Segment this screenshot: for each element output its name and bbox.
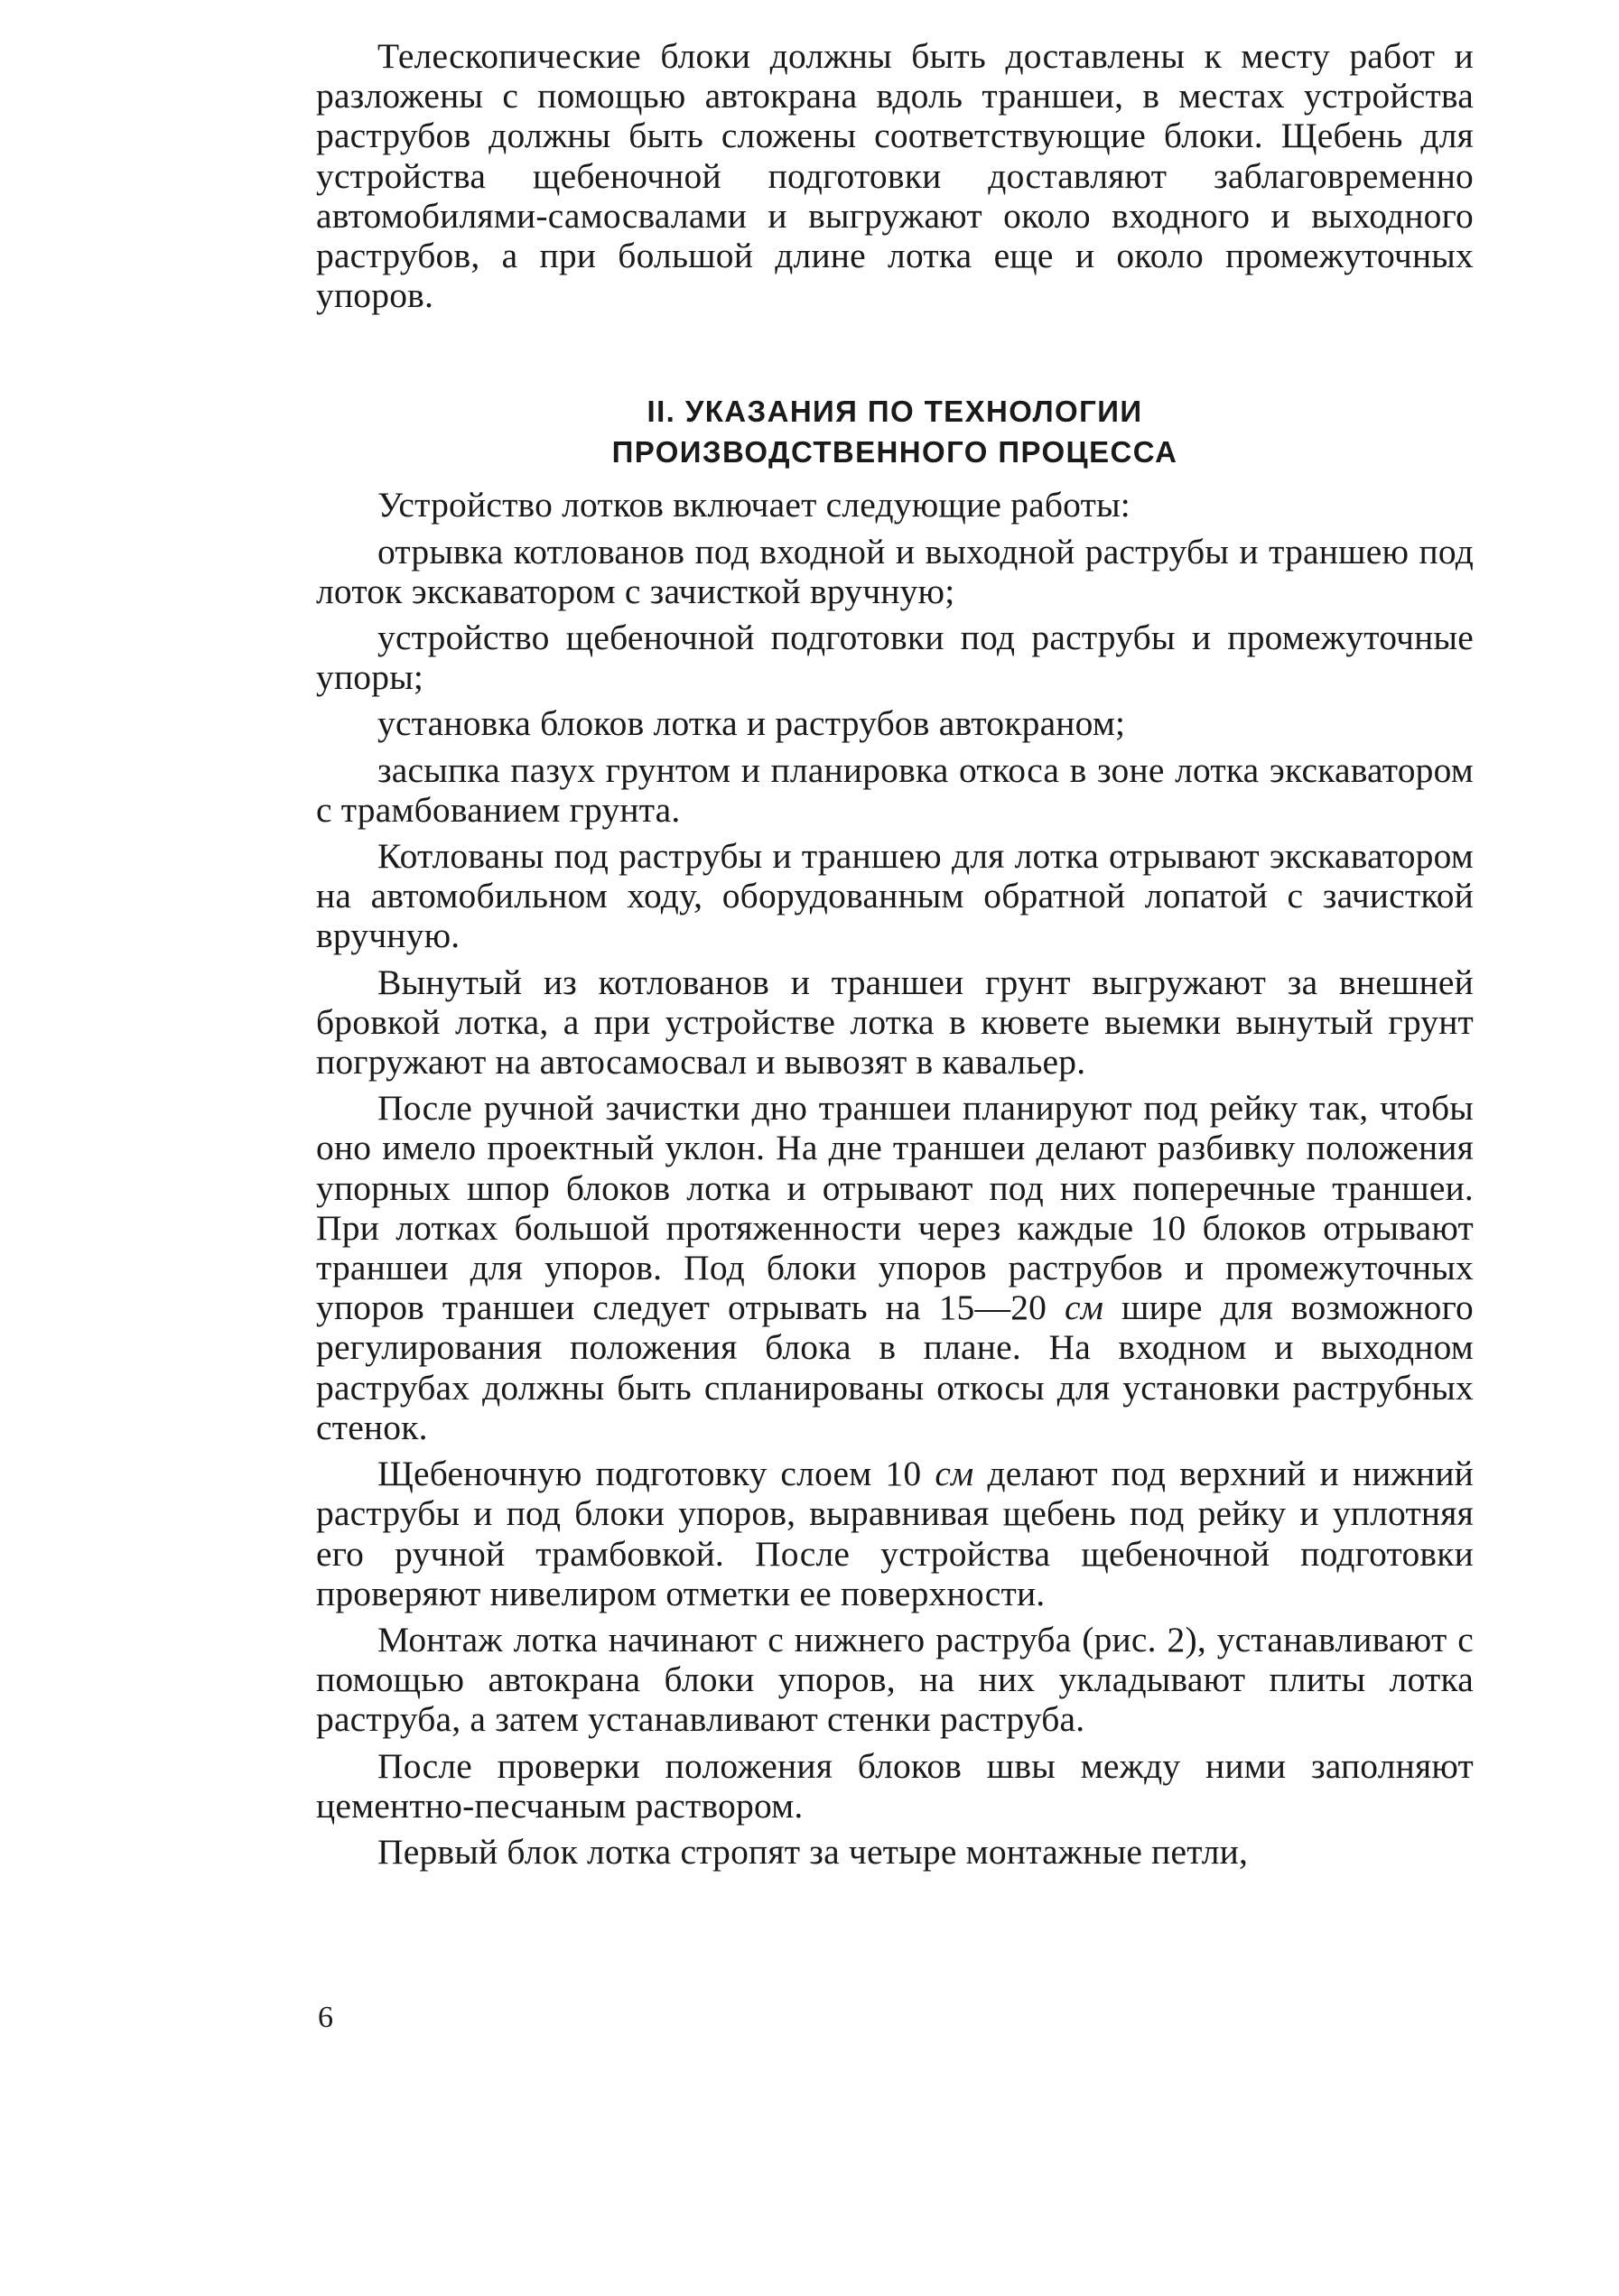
document-page [316,36,1474,1878]
work-item: засыпка пазух грунтом и планировка откоса в зоне лотка экскаватором с трамбованием грунта. [316,749,1474,830]
paragraph-text: После ручной зачистки дно траншеи планируют под рейку так, чтобы оно имело проектный уклон. На дне траншеи делают разбивку положения упорных шпор блоков лотка и отрывают под них поперечные траншеи. При лотках большой протяженности через каждые 10 блоков отрывают траншеи для упоров. Под блоки упоров раструбов и промежуточных упоров траншеи следует отрывать на 15—20 [316,1088,1474,1328]
intro-paragraph: Телескопические блоки должны быть доставлены к месту работ и разложены с помощью автокрана вдоль траншеи, в местах устройства раструбов должны быть сложены соответствующие блоки. Щебень для устройства щебеночной подготовки доставляют заблаговременно автомобилями-самосвалами и выгружают около входного и выходного раструбов, а при большой длине лотка еще и около промежуточных упоров. [316,36,1474,316]
paragraph-gravel-base [316,1454,1474,1613]
unit-label: см [1064,1287,1104,1328]
paragraph-excavation: Котлованы под раструбы и траншею для лотка отрывают экскаватором на автомобильном ходу, оборудованным обратной лопатой с зачисткой вручную. [316,836,1474,956]
unit-label: см [935,1454,974,1494]
section-heading-line-1: II. УКАЗАНИЯ ПО ТЕХНОЛОГИИ [647,395,1143,429]
paragraph-installation: Монтаж лотка начинают с нижнего раструба (рис. 2), устанавливают с помощью автокрана блоки упоров, на них укладывают плиты лотка раструба, а затем устанавливают стенки раструба. [316,1619,1474,1740]
work-list-intro: Устройство лотков включает следующие работы: [377,485,1131,525]
paragraph-soil-removal: Вынутый из котлованов и траншеи грунт выгружают за внешней бровкой лотка, а при устройстве лотка в кювете выемки вынутый грунт погружают на автосамосвал и вывозят в кавальер. [316,962,1474,1083]
section-heading [316,391,1474,472]
paragraph-first-block: Первый блок лотка стропят за четыре монтажные петли, [377,1831,1249,1872]
work-item: устройство щебеночной подготовки под раструбы и промежуточные упоры; [316,618,1474,698]
paragraph-trench-planning [316,1088,1474,1447]
section-heading-line-2: ПРОИЗВОДСТВЕННОГО ПРОЦЕССА [611,435,1178,469]
paragraph-text: делают под верхний и нижний раструбы и под блоки упоров, выравнивая щебень под рейку и уплотняя его ручной трамбовкой. После устройства щебеночной подготовки проверяют нивелиром отметки ее поверхности. [316,1454,1475,1613]
page-number: 6 [318,2001,333,2034]
work-item: установка блоков лотка и раструбов автокраном; [377,703,1126,744]
paragraph-joint-filling: После проверки положения блоков швы между ними заполняют цементно-песчаным раствором. [316,1745,1474,1826]
paragraph-text: шире для возможного регулирования положения блока в плане. На входном и выходном раструбах должны быть спланированы откосы для установки раструбных стенок. [316,1287,1475,1447]
work-item: отрывка котлованов под входной и выходной раструбы и траншею под лоток экскаватором с зачисткой вручную; [316,531,1474,611]
paragraph-text: Щебеночную подготовку слоем 10 [377,1454,935,1494]
